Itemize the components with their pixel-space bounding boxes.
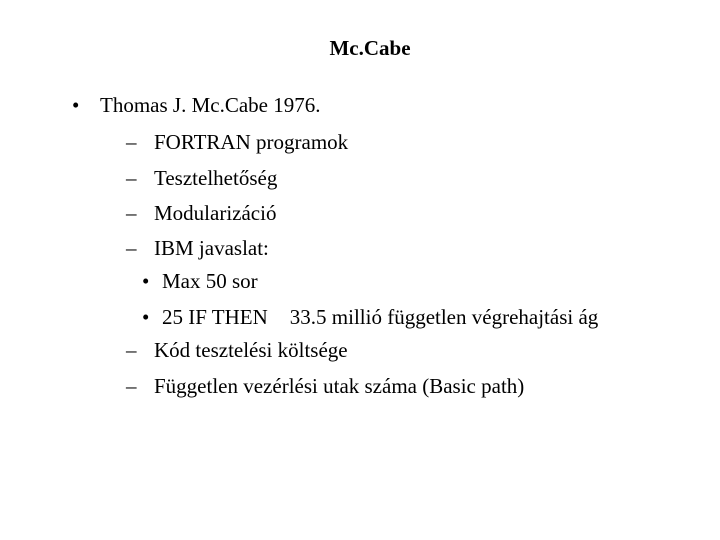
- bullet-marker: •: [142, 269, 150, 293]
- sub-item-text: IBM javaslat:: [154, 236, 269, 260]
- subsub-item-text: Max 50 sor: [162, 269, 258, 293]
- dash-marker: –: [126, 166, 137, 190]
- bullet-marker: •: [72, 93, 80, 117]
- sub-item-text: Modularizáció: [154, 201, 277, 225]
- bullet-marker: •: [142, 305, 150, 329]
- dash-marker: –: [126, 338, 137, 362]
- bullet-text: Thomas J. Mc.Cabe 1976.: [100, 93, 321, 117]
- sub-item-text: Független vezérlési utak száma (Basic path): [154, 374, 525, 398]
- dash-marker: –: [126, 374, 137, 398]
- dash-marker: –: [126, 236, 137, 260]
- sub-item-text: Tesztelhetőség: [154, 166, 278, 190]
- dash-marker: –: [126, 201, 137, 225]
- if-then-count: 25 IF THEN: [162, 305, 268, 329]
- dash-marker: –: [126, 130, 137, 154]
- sub-item-text: Kód tesztelési költsége: [154, 338, 348, 362]
- sub-item-text: FORTRAN programok: [154, 130, 349, 154]
- slide-title: Mc.Cabe: [329, 36, 411, 60]
- path-count: 33.5 millió független végrehajtási ág: [289, 305, 599, 329]
- subsub-item-text: [162, 305, 598, 329]
